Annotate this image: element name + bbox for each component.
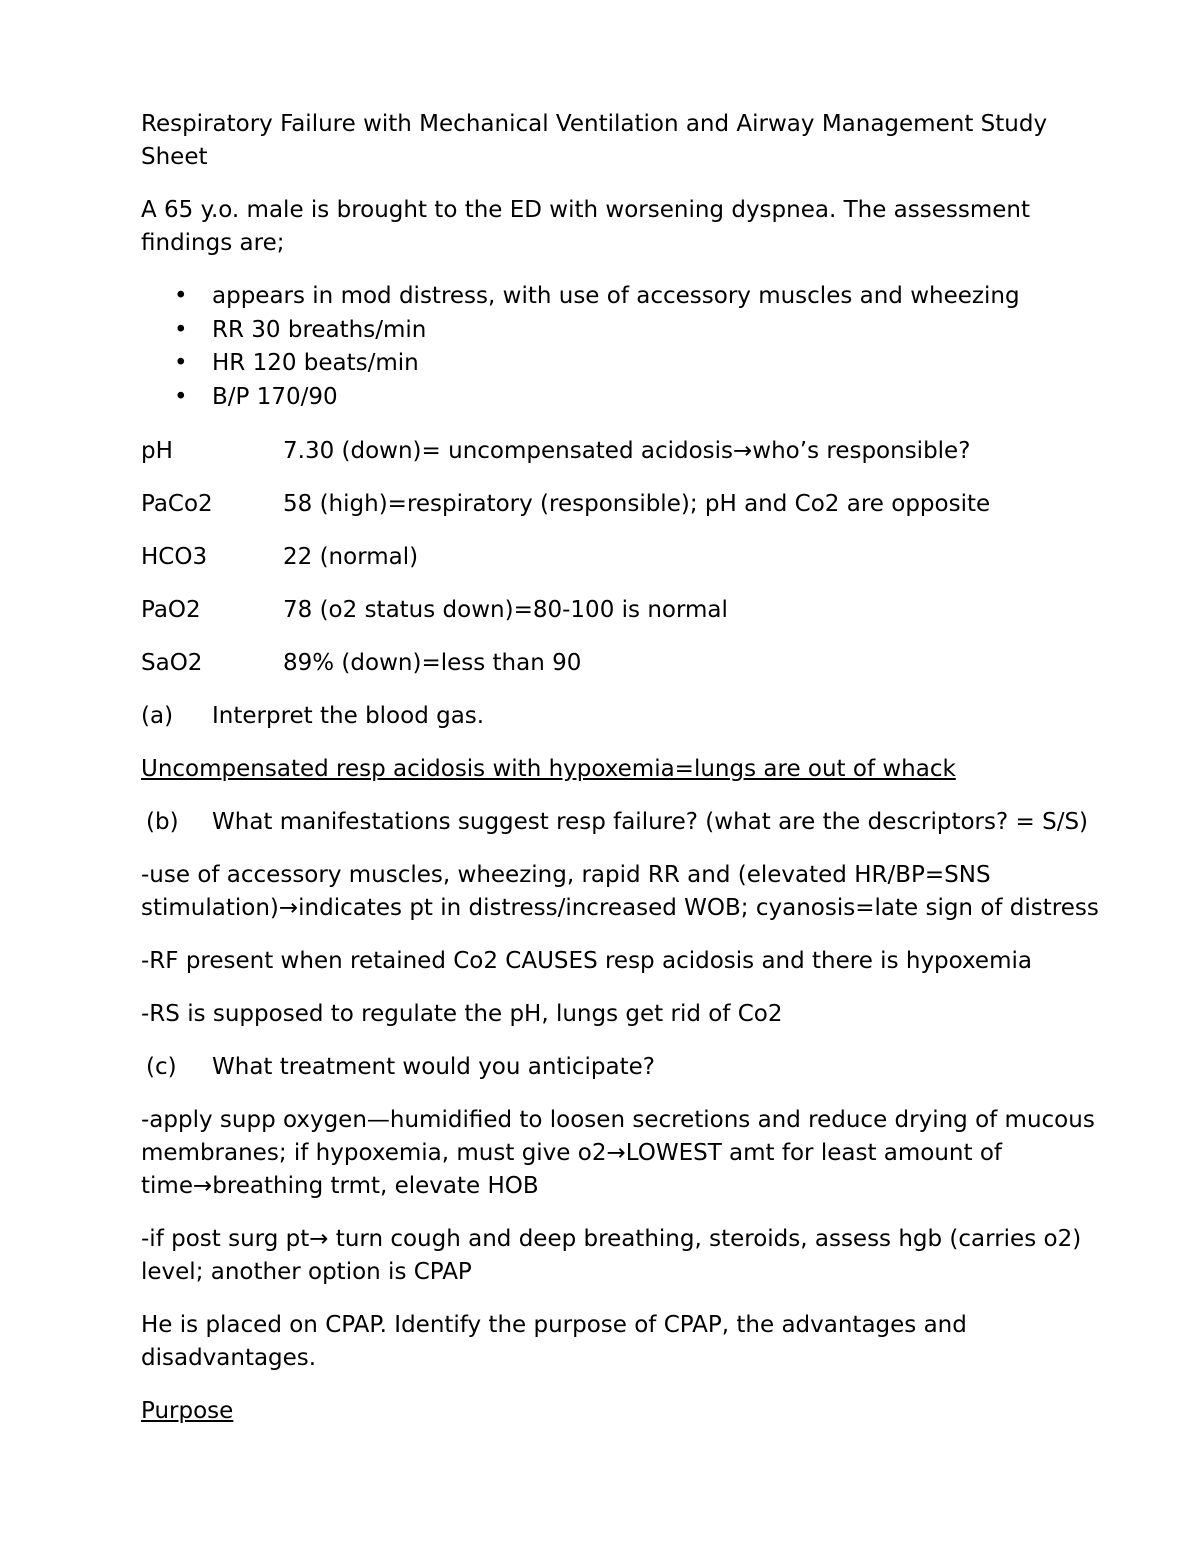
question-label: (c) (146, 1054, 177, 1080)
lab-value: 89% (down)=less than 90 (283, 650, 582, 676)
bullet-icon: • (174, 316, 188, 343)
question-label: (a) (141, 703, 174, 729)
answer-b-paragraph: -RS is supposed to regulate the pH, lungs get rid of Co2 (141, 1001, 783, 1027)
lab-row-ph (141, 435, 1101, 468)
list-item: • appears in mod distress, with use of accessory muscles and wheezing (141, 280, 1101, 314)
answer-a: Uncompensated resp acidosis with hypoxemia=lungs are out of whack (141, 756, 956, 782)
document-body (141, 108, 1101, 1448)
lab-row-sao2 (141, 647, 1101, 680)
case-intro: A 65 y.o. male is brought to the ED with worsening dyspnea. The assessment findings are; (141, 197, 1030, 256)
bullet-icon: • (174, 350, 188, 376)
lab-value: 78 (o2 status down)=80-100 is normal (283, 597, 728, 623)
lab-name: HCO3 (141, 544, 208, 570)
answer-c-paragraph: -if post surg pt→ turn cough and deep breathing, steroids, assess hgb (carries o2) level; another option is CPAP (141, 1226, 1082, 1285)
question-b (141, 806, 1101, 839)
document-title: Respiratory Failure with Mechanical Ventilation and Airway Management Study Sheet (141, 111, 1048, 170)
list-item: • B/P 170/90 (141, 381, 1101, 415)
lab-name: SaO2 (141, 650, 203, 676)
answer-b-paragraph: -RF present when retained Co2 CAUSES resp acidosis and there is hypoxemia (141, 948, 1032, 974)
purpose-heading: Purpose (141, 1398, 234, 1424)
lab-row-paco2 (141, 488, 1101, 521)
question-text: What treatment would you anticipate? (212, 1054, 655, 1080)
lab-name: pH (141, 438, 173, 464)
cpap-prompt: He is placed on CPAP. Identify the purpose of CPAP, the advantages and disadvantages. (141, 1312, 967, 1371)
lab-name: PaCo2 (141, 491, 213, 517)
lab-row-hco3 (141, 541, 1101, 574)
question-text: What manifestations suggest resp failure? (what are the descriptors? = S/S) (212, 809, 1089, 835)
lab-name: PaO2 (141, 597, 201, 623)
bullet-icon: • (174, 383, 188, 410)
lab-value: 7.30 (down)= uncompensated acidosis→who’s responsible? (283, 438, 971, 464)
lab-value: 58 (high)=respiratory (responsible); pH and Co2 are opposite (283, 491, 991, 517)
question-a (141, 700, 1101, 733)
question-c (141, 1051, 1101, 1084)
assessment-findings-list (141, 280, 1101, 414)
list-item: • RR 30 breaths/min (141, 314, 1101, 348)
answer-c-paragraph: -apply supp oxygen—humidified to loosen secretions and reduce drying of mucous membranes; if hypoxemia, must give o2→LOWEST amt for least amount of time→breathing trmt, elevate HOB (141, 1107, 1095, 1199)
bullet-icon: • (174, 283, 188, 309)
question-label: (b) (146, 809, 179, 835)
list-item: • HR 120 beats/min (141, 347, 1101, 381)
question-text: Interpret the blood gas. (212, 703, 485, 729)
lab-value: 22 (normal) (283, 544, 419, 570)
lab-row-pao2 (141, 594, 1101, 627)
answer-b-paragraph: -use of accessory muscles, wheezing, rapid RR and (elevated HR/BP=SNS stimulation)→indicates pt in distress/increased WOB; cyanosis=late sign of distress (141, 862, 1099, 921)
